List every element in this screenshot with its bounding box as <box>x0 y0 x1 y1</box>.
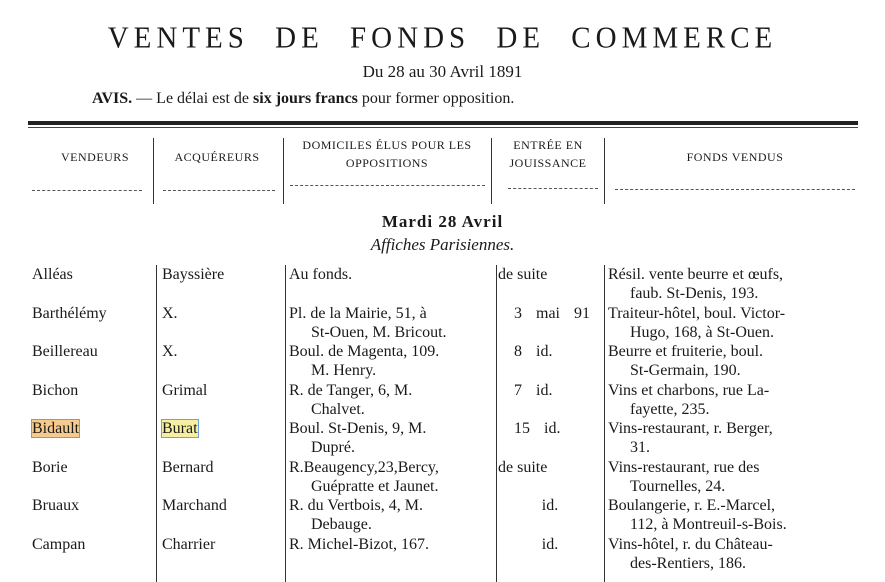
notice-bold: six jours francs <box>253 90 358 107</box>
domicile-line: M. Henry. <box>311 362 377 379</box>
notice-lead: AVIS. <box>92 90 133 107</box>
table-row <box>0 381 885 420</box>
acquereur-name: Bernard <box>162 458 214 476</box>
fonds-cell <box>608 265 860 303</box>
notice <box>92 90 514 108</box>
vendeur-name: Barthélémy <box>32 304 107 322</box>
vendeur-cell <box>32 419 79 438</box>
fonds-line: Vins-hôtel, r. du Château- <box>608 535 773 553</box>
vendeur-name: Bichon <box>32 381 79 399</box>
domicile-line: Debauge. <box>311 516 372 533</box>
notice-text-end: pour former opposition. <box>357 90 515 107</box>
fonds-cell <box>608 496 860 534</box>
table-row <box>0 304 885 343</box>
domicile-cell <box>289 304 494 342</box>
divider <box>28 127 858 128</box>
vendeur-cell <box>32 304 107 323</box>
acquereur-name: X. <box>162 304 178 322</box>
acquereur-cell <box>162 458 214 477</box>
domicile-cell <box>289 342 494 380</box>
date-range: Du 28 au 30 Avril 1891 <box>362 62 523 81</box>
fonds-cell <box>608 419 860 457</box>
entree-cell: 3 mai 91 <box>514 304 590 322</box>
fonds-cell <box>608 342 860 380</box>
vendeur-name: Bruaux <box>32 497 80 514</box>
day-heading: Mardi 28 Avril <box>381 212 504 231</box>
domicile-line: Boul. St-Denis, 9, M. <box>289 420 427 437</box>
domicile-line: R. Michel-Bizot, 167. <box>289 535 429 553</box>
acquereur-name: X. <box>162 343 178 360</box>
domicile-line: St-Ouen, M. Bricout. <box>311 323 447 341</box>
acquereur-name: Grimal <box>162 381 208 399</box>
divider <box>32 190 142 192</box>
fonds-line: Résil. vente beurre et œufs, <box>608 266 784 283</box>
header-entree: ENTRÉE EN JOUISSANCE <box>509 138 587 170</box>
column-divider <box>491 138 492 204</box>
domicile-line: Guépratte et Jaunet. <box>311 477 439 495</box>
acquereur-cell <box>162 419 198 438</box>
header-domiciles: DOMICILES ÉLUS POUR LES OPPOSITIONS <box>302 138 472 170</box>
divider <box>290 185 485 187</box>
vendeur-cell <box>32 342 98 361</box>
acquereur-name: Burat <box>162 420 198 437</box>
notice-text: — Le délai est de <box>132 90 254 107</box>
entree-cell: 15 id. <box>514 420 561 437</box>
page-title: VENTES DE FONDS DE COMMERCE <box>107 21 778 55</box>
domicile-cell <box>289 458 494 496</box>
domicile-line: Pl. de la Mairie, 51, à <box>289 304 427 322</box>
table-row <box>0 535 885 574</box>
column-divider <box>604 138 605 204</box>
table-row <box>0 419 885 458</box>
acquereur-cell <box>162 381 207 400</box>
fonds-line: Vins-restaurant, r. Berger, <box>608 420 773 437</box>
header-acquereurs: ACQUÉREURS <box>174 150 260 164</box>
acquereur-cell <box>162 304 178 323</box>
header-vendeurs: VENDEURS <box>60 150 129 164</box>
fonds-line: Beurre et fruiterie, boul. <box>608 343 764 360</box>
domicile-line: R. du Vertbois, 4, M. <box>289 497 423 514</box>
acquereur-name: Marchand <box>162 497 227 514</box>
domicile-line: R.Beaugency,23,Bercy, <box>289 458 439 476</box>
table-row <box>0 458 885 497</box>
acquereur-cell <box>162 496 227 515</box>
entree-cell: 7 id. <box>514 381 553 399</box>
acquereur-cell <box>162 535 215 554</box>
source-heading: Affiches Parisiennes. <box>370 235 515 254</box>
vendeur-cell <box>32 381 78 400</box>
divider <box>508 188 598 190</box>
table-row <box>0 496 885 535</box>
sales-table <box>0 265 885 573</box>
fonds-line: 112, à Montreuil-s-Bois. <box>630 516 787 533</box>
entree-cell: id. <box>541 497 559 514</box>
domicile-line: Dupré. <box>311 439 355 456</box>
divider <box>163 190 275 192</box>
acquereur-name: Bayssière <box>162 266 225 283</box>
column-divider <box>283 138 284 204</box>
vendeur-cell <box>32 496 79 515</box>
divider <box>28 121 858 125</box>
entree-cell: 8 id. <box>514 343 553 360</box>
header-fonds: FONDS VENDUS <box>686 150 784 164</box>
column-divider <box>153 138 154 204</box>
vendeur-name: Bidault <box>32 420 80 437</box>
vendeur-name: Alléas <box>32 266 73 283</box>
domicile-line: R. de Tanger, 6, M. <box>289 381 413 399</box>
acquereur-cell <box>162 265 224 284</box>
vendeur-name: Borie <box>32 458 68 476</box>
vendeur-name: Campan <box>32 535 86 553</box>
fonds-line: fayette, 235. <box>630 400 710 418</box>
fonds-line: faub. St-Denis, 193. <box>630 285 759 302</box>
domicile-cell <box>289 381 494 419</box>
domicile-line: Chalvet. <box>311 400 365 418</box>
vendeur-cell <box>32 458 68 477</box>
fonds-cell <box>608 381 860 419</box>
fonds-line: Vins-restaurant, rue des <box>608 458 760 476</box>
fonds-line: Tournelles, 24. <box>630 477 726 495</box>
fonds-line: Traiteur-hôtel, boul. Victor- <box>608 304 786 322</box>
fonds-cell <box>608 458 860 496</box>
vendeur-cell <box>32 535 85 554</box>
domicile-cell <box>289 265 494 284</box>
acquereur-cell <box>162 342 178 361</box>
fonds-line: Hugo, 168, à St-Ouen. <box>630 323 774 341</box>
vendeur-cell <box>32 265 73 284</box>
fonds-cell <box>608 535 860 573</box>
domicile-cell <box>289 496 494 534</box>
fonds-line: 31. <box>630 439 650 456</box>
fonds-line: des-Rentiers, 186. <box>630 554 746 572</box>
fonds-line: St-Germain, 190. <box>630 362 741 379</box>
entree-cell: de suite <box>498 458 548 476</box>
domicile-cell <box>289 419 494 457</box>
fonds-cell <box>608 304 860 342</box>
domicile-line: Au fonds. <box>289 266 353 283</box>
domicile-line: Boul. de Magenta, 109. <box>289 343 440 360</box>
fonds-line: Vins et charbons, rue La- <box>608 381 770 399</box>
divider <box>615 189 855 191</box>
table-row <box>0 342 885 381</box>
table-row <box>0 265 885 304</box>
domicile-cell <box>289 535 494 554</box>
acquereur-name: Charrier <box>162 535 216 553</box>
fonds-line: Boulangerie, r. E.-Marcel, <box>608 497 776 514</box>
entree-cell: id. <box>541 535 559 553</box>
vendeur-name: Beillereau <box>32 343 98 360</box>
entree-cell: de suite <box>498 266 548 283</box>
